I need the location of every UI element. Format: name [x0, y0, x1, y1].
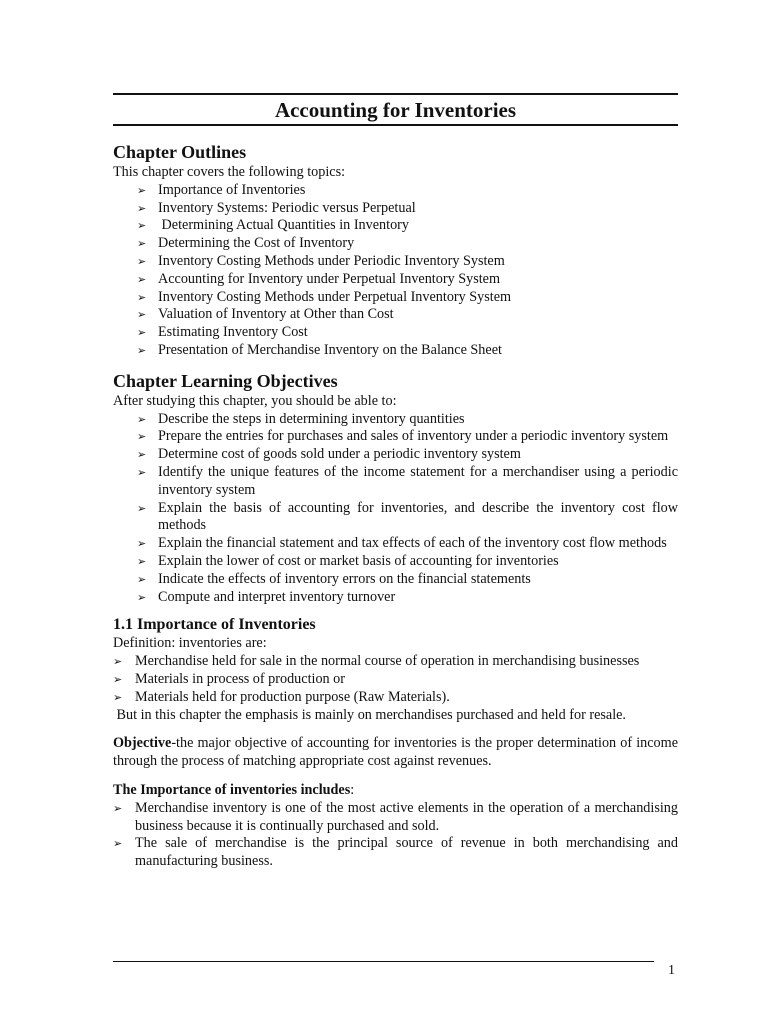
arrow-bullet-icon: ➢: [137, 554, 147, 568]
list-item: ➢ Explain the basis of accounting for inventories, and describe the inventory cost flow methods: [137, 499, 678, 534]
arrow-bullet-icon: ➢: [137, 254, 147, 268]
list-item: ➢ Materials held for production purpose (Raw Materials).: [113, 688, 450, 705]
list-item: ➢ The sale of merchandise is the principal source of revenue in both merchandising and manufacturing business.: [113, 835, 678, 870]
arrow-bullet-icon: ➢: [113, 837, 123, 851]
list-item: ➢ Accounting for Inventory under Perpetual Inventory System: [137, 270, 500, 287]
list-item: ➢ Explain the lower of cost or market basis of accounting for inventories: [137, 552, 559, 569]
arrow-bullet-icon: ➢: [137, 412, 147, 426]
document-body: [113, 140, 678, 871]
arrow-bullet-icon: ➢: [137, 590, 147, 604]
definition-text: Definition: inventories are:: [113, 635, 267, 652]
arrow-bullet-icon: ➢: [137, 430, 147, 444]
page-number: 1: [668, 963, 675, 978]
arrow-bullet-icon: ➢: [137, 501, 147, 515]
list-item: ➢ Valuation of Inventory at Other than Cost: [137, 306, 394, 323]
list-item: ➢ Inventory Costing Methods under Periodic Inventory System: [137, 252, 505, 269]
arrow-bullet-icon: ➢: [137, 201, 147, 215]
list-item: ➢ Identify the unique features of the income statement for a merchandiser using a periodic inventory system: [137, 463, 678, 498]
definition-list: [113, 653, 678, 706]
arrow-bullet-icon: ➢: [137, 572, 147, 586]
list-item: ➢ Explain the financial statement and tax effects of each of the inventory cost flow methods: [137, 535, 667, 552]
objective-label: Objective: [113, 735, 172, 752]
objectives-heading: Chapter Learning Objectives: [113, 370, 338, 391]
arrow-bullet-icon: ➢: [137, 237, 147, 251]
list-item: ➢ Determining Actual Quantities in Inventory: [137, 217, 409, 234]
list-item: ➢ Inventory Systems: Periodic versus Perpetual: [137, 199, 416, 216]
arrow-bullet-icon: ➢: [113, 801, 123, 815]
list-item: ➢ Materials in process of production or: [113, 670, 345, 687]
arrow-bullet-icon: ➢: [137, 272, 147, 286]
objectives-list: [113, 411, 678, 607]
arrow-bullet-icon: ➢: [113, 690, 123, 704]
objective-text: -the major objective of accounting for inventories is the proper determination of income through the process of matching appropriate cost against revenues.: [113, 735, 678, 770]
importance-label: The Importance of inventories includes: [113, 781, 351, 798]
list-item: ➢ Merchandise inventory is one of the most active elements in the operation of a merchandising business because it is continually purchased and sold.: [113, 799, 678, 834]
list-item: ➢ Prepare the entries for purchases and sales of inventory under a periodic inventory system: [137, 428, 669, 445]
list-item: ➢ Describe the steps in determining inventory quantities: [137, 410, 465, 427]
arrow-bullet-icon: ➢: [137, 326, 147, 340]
list-item: ➢ Estimating Inventory Cost: [137, 324, 308, 341]
objectives-intro: After studying this chapter, you should be able to:: [113, 392, 397, 409]
list-item: ➢ Importance of Inventories: [137, 181, 306, 198]
footer-rule: [113, 961, 654, 962]
page-title: Accounting for Inventories: [274, 98, 517, 122]
section-1-1-heading: 1.1 Importance of Inventories: [113, 616, 316, 634]
list-item: ➢ Presentation of Merchandise Inventory on the Balance Sheet: [137, 341, 502, 358]
arrow-bullet-icon: ➢: [137, 537, 147, 551]
outlines-heading: Chapter Outlines: [113, 142, 247, 162]
title-top-rule: [113, 93, 678, 95]
arrow-bullet-icon: ➢: [113, 672, 123, 686]
arrow-bullet-icon: ➢: [137, 448, 147, 462]
outlines-intro: This chapter covers the following topics:: [113, 164, 346, 180]
list-item: ➢ Determining the Cost of Inventory: [137, 235, 355, 252]
outlines-list: [113, 182, 678, 360]
list-item: ➢ Indicate the effects of inventory errors on the financial statements: [137, 570, 531, 587]
importance-list: [113, 800, 678, 871]
emphasis-text: But in this chapter the emphasis is mainly on merchandises purchased and held for resale.: [113, 706, 626, 723]
arrow-bullet-icon: ➢: [137, 290, 147, 304]
list-item: ➢ Merchandise held for sale in the normal course of operation in merchandising businesses: [113, 653, 640, 670]
arrow-bullet-icon: ➢: [137, 343, 147, 357]
objective-paragraph: [113, 735, 678, 771]
importance-intro: The Importance of inventories includes:: [113, 781, 355, 798]
list-item: ➢ Determine cost of goods sold under a periodic inventory system: [137, 446, 521, 463]
list-item: ➢ Compute and interpret inventory turnover: [137, 588, 396, 605]
arrow-bullet-icon: ➢: [137, 183, 147, 197]
arrow-bullet-icon: ➢: [137, 465, 147, 479]
title-bottom-rule: [113, 124, 678, 126]
arrow-bullet-icon: ➢: [137, 308, 147, 322]
arrow-bullet-icon: ➢: [113, 655, 123, 669]
list-item: ➢ Inventory Costing Methods under Perpetual Inventory System: [137, 288, 512, 305]
arrow-bullet-icon: ➢: [137, 219, 147, 233]
